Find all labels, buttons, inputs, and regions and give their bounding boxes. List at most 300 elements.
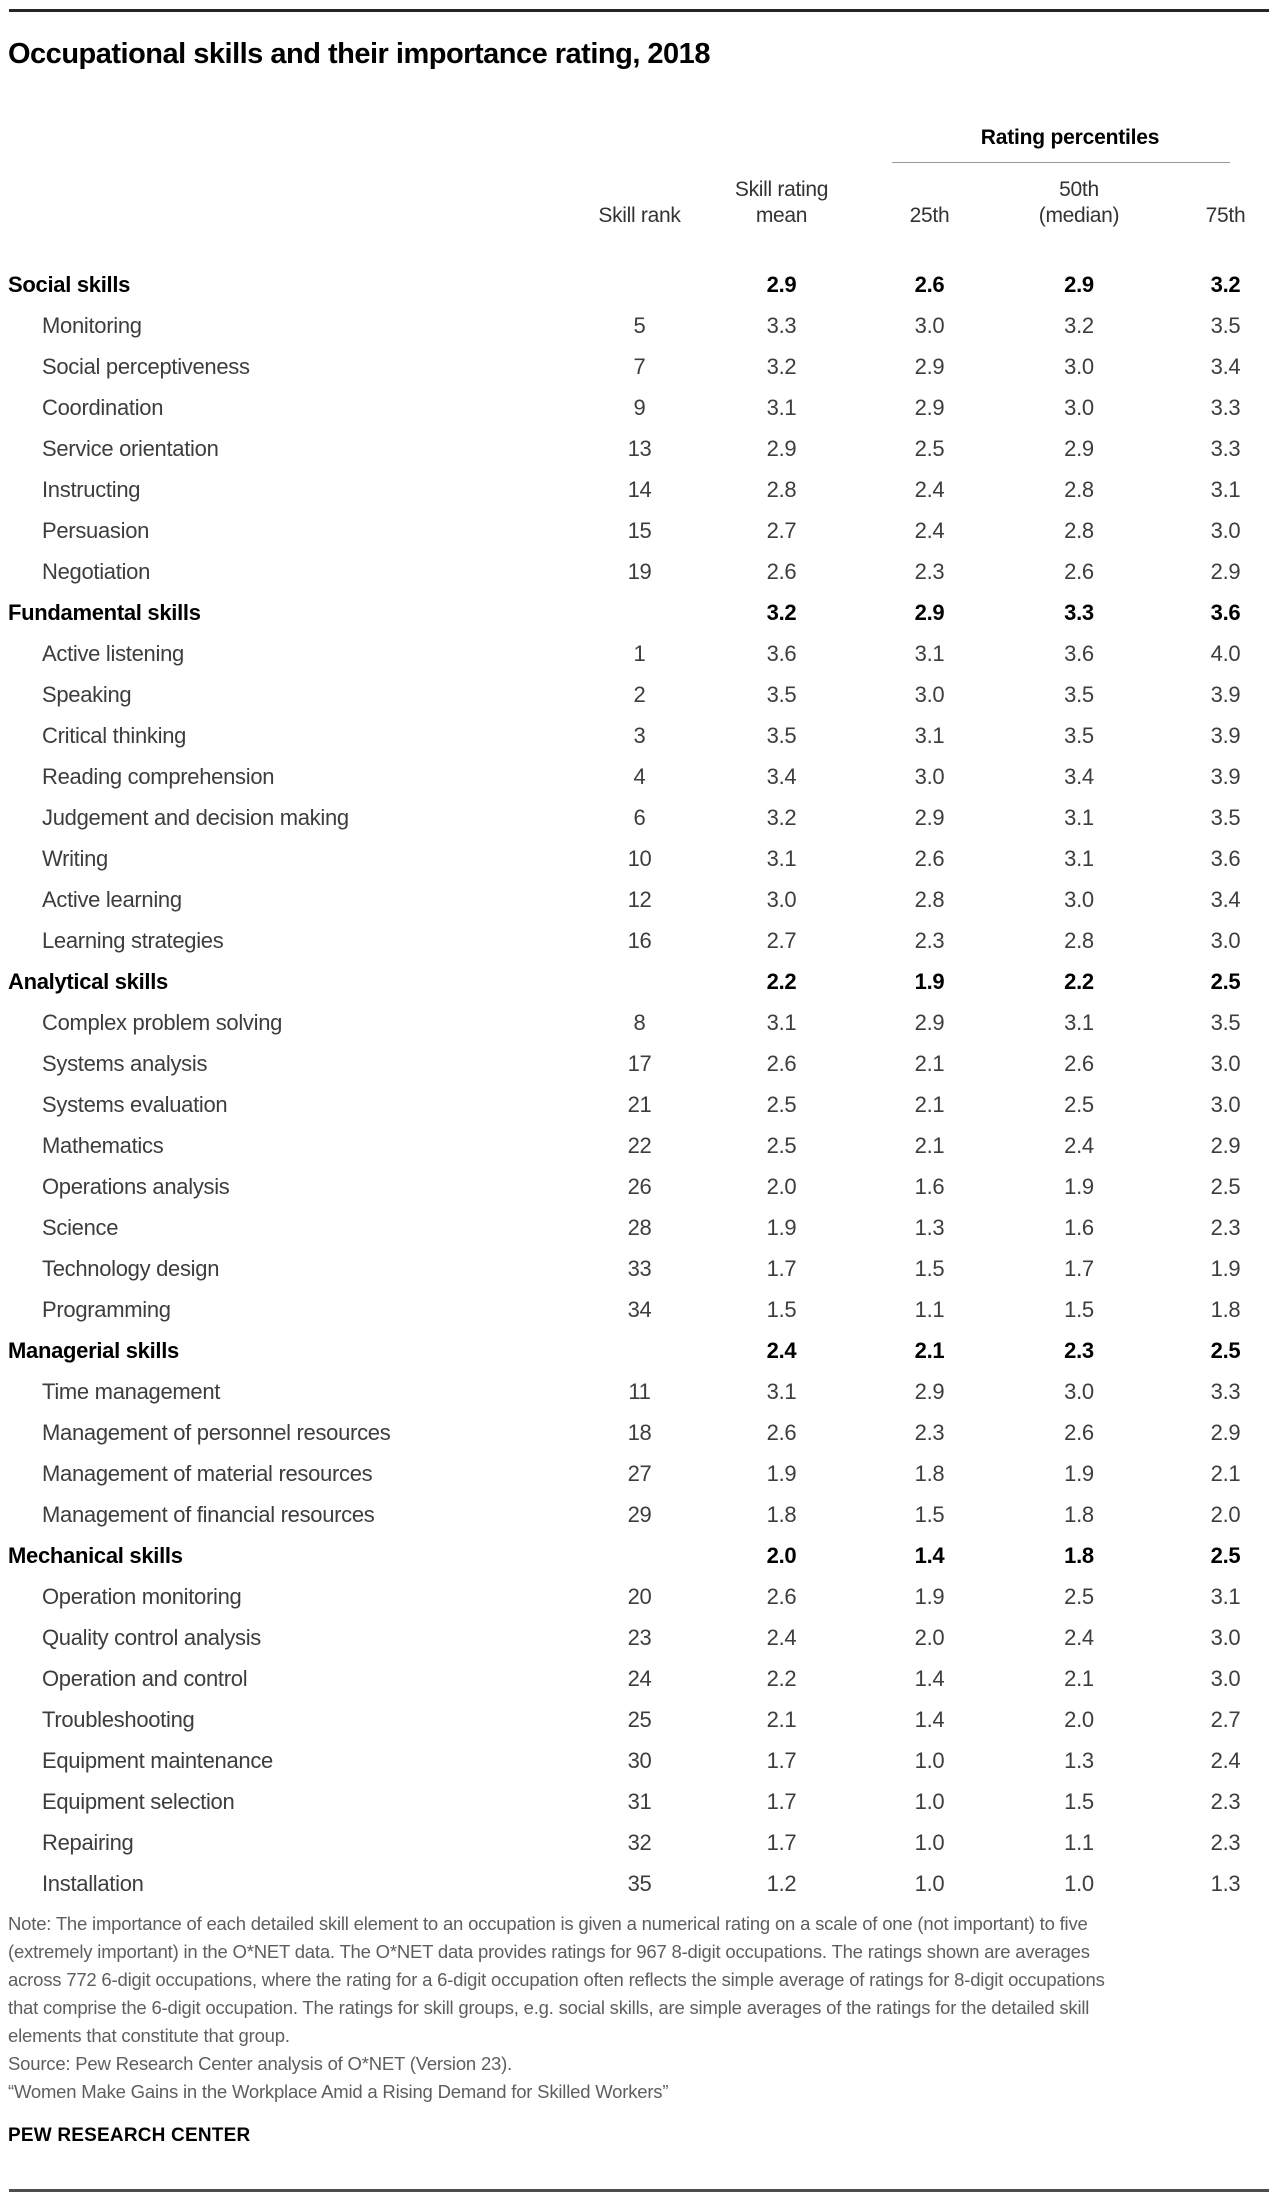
value-rank: 5: [633, 312, 646, 338]
value-rank: 3: [633, 722, 646, 748]
skill-name: Management of material resources: [42, 1460, 373, 1486]
value-p75: 2.9: [1210, 1419, 1241, 1445]
skill-name: Analytical skills: [8, 968, 168, 994]
value-p50: 1.5: [1064, 1788, 1094, 1814]
value-rank: 20: [627, 1583, 652, 1609]
skill-row: [0, 1207, 1278, 1248]
value-p50: 2.8: [1064, 517, 1094, 543]
value-p25: 3.0: [914, 312, 945, 338]
value-p50: 3.3: [1064, 599, 1094, 625]
value-p25: 2.6: [914, 845, 945, 871]
skill-name: Systems analysis: [42, 1050, 208, 1076]
skill-row: [0, 674, 1278, 715]
value-p75: 3.4: [1210, 353, 1241, 379]
value-rank: 10: [627, 845, 652, 871]
value-p50: 3.1: [1064, 845, 1094, 871]
value-p25: 1.9: [914, 968, 945, 994]
value-rank: 29: [627, 1501, 652, 1527]
value-p50: 1.3: [1064, 1747, 1094, 1773]
skill-name: Installation: [42, 1870, 144, 1896]
skill-group-row: [0, 264, 1278, 305]
col-header-line: 50th: [1059, 178, 1099, 201]
value-p25: 3.1: [914, 722, 945, 748]
value-rank: 9: [633, 394, 646, 420]
value-p25: 1.5: [914, 1501, 945, 1527]
value-p25: 2.3: [914, 1419, 945, 1445]
value-p50: 2.9: [1064, 271, 1094, 297]
value-mean: 1.9: [766, 1460, 797, 1486]
skill-row: [0, 1002, 1278, 1043]
skill-row: [0, 797, 1278, 838]
value-rank: 33: [627, 1255, 652, 1281]
value-p25: 2.1: [914, 1091, 945, 1117]
value-rank: 11: [628, 1378, 651, 1404]
value-p25: 2.1: [914, 1050, 945, 1076]
value-p75: 2.1: [1210, 1460, 1241, 1486]
value-p75: 3.5: [1210, 1009, 1241, 1035]
value-rank: 23: [627, 1624, 652, 1650]
value-p75: 2.3: [1210, 1829, 1241, 1855]
skill-row: [0, 1371, 1278, 1412]
value-p50: 3.5: [1064, 722, 1094, 748]
skill-name: Social skills: [8, 271, 131, 297]
skill-row: [0, 1084, 1278, 1125]
value-mean: 3.2: [766, 599, 797, 625]
skill-name: Quality control analysis: [42, 1624, 262, 1650]
value-p25: 1.0: [914, 1870, 945, 1896]
value-rank: 31: [627, 1788, 652, 1814]
skill-name: Repairing: [42, 1829, 134, 1855]
value-rank: 16: [627, 927, 652, 953]
skill-row: [0, 756, 1278, 797]
skill-row: [0, 1453, 1278, 1494]
value-mean: 2.2: [766, 968, 797, 994]
col-header-25th: 25th: [909, 204, 950, 227]
value-mean: 2.1: [766, 1706, 797, 1732]
skill-group-row: [0, 1535, 1278, 1576]
value-p25: 3.0: [914, 763, 945, 789]
value-mean: 1.8: [766, 1501, 797, 1527]
note-line: (extremely important) in the O*NET data. The O*NET data provides ratings for 967 8-digit occupations. The ratings shown are averages: [8, 1941, 1090, 1962]
value-p25: 2.8: [914, 886, 945, 912]
value-mean: 2.0: [766, 1542, 797, 1568]
skill-name: Negotiation: [42, 558, 150, 584]
value-rank: 1: [633, 640, 646, 666]
col-header-line: mean: [755, 204, 808, 227]
value-p75: 2.4: [1210, 1747, 1241, 1773]
value-p50: 2.6: [1064, 1419, 1094, 1445]
skill-name: Fundamental skills: [8, 599, 201, 625]
value-p25: 1.8: [914, 1460, 945, 1486]
value-p50: 1.9: [1064, 1460, 1094, 1486]
value-p50: 3.0: [1064, 886, 1094, 912]
value-mean: 2.9: [766, 271, 797, 297]
skill-name: Writing: [42, 845, 108, 871]
value-p75: 3.3: [1210, 1378, 1241, 1404]
skill-row: [0, 838, 1278, 879]
header-spacer-cell: [0, 117, 854, 163]
value-rank: 13: [627, 435, 652, 461]
value-mean: 3.5: [766, 722, 797, 748]
value-rank: [570, 264, 709, 305]
skill-row: [0, 1043, 1278, 1084]
value-p50: 2.5: [1064, 1583, 1094, 1609]
skill-row: [0, 510, 1278, 551]
skill-group-row: [0, 1330, 1278, 1371]
skill-name: Instructing: [42, 476, 141, 502]
value-p25: 1.0: [914, 1747, 945, 1773]
value-p75: 3.3: [1210, 435, 1241, 461]
skill-row: [0, 1617, 1278, 1658]
value-p75: 3.5: [1210, 312, 1241, 338]
value-p50: 1.8: [1064, 1542, 1094, 1568]
value-p50: 1.0: [1064, 1870, 1094, 1896]
skill-name: Service orientation: [42, 435, 219, 461]
skill-name: Management of financial resources: [42, 1501, 375, 1527]
value-rank: 21: [627, 1091, 652, 1117]
value-mean: 2.7: [766, 927, 797, 953]
value-rank: 8: [633, 1009, 646, 1035]
value-p75: 2.9: [1210, 558, 1241, 584]
value-rank: 28: [627, 1214, 652, 1240]
value-p25: 1.4: [914, 1706, 945, 1732]
value-p25: 1.6: [914, 1173, 945, 1199]
skill-name: Active listening: [42, 640, 184, 666]
value-mean: 3.2: [766, 804, 797, 830]
value-p50: 1.6: [1064, 1214, 1094, 1240]
value-p25: 2.9: [914, 804, 945, 830]
value-p25: 1.0: [914, 1829, 945, 1855]
skill-row: [0, 715, 1278, 756]
column-group-header: Rating percentiles: [892, 126, 1230, 163]
col-header-line: Skill rating: [734, 178, 829, 201]
col-header-skill-rating-mean: [709, 163, 854, 239]
value-p25: 1.0: [914, 1788, 945, 1814]
value-mean: 3.1: [766, 1009, 797, 1035]
col-header-skill: [0, 163, 570, 239]
skill-name: Management of personnel resources: [42, 1419, 391, 1445]
value-p75: 2.9: [1210, 1132, 1241, 1158]
value-p25: 1.5: [914, 1255, 945, 1281]
value-p50: 1.1: [1064, 1829, 1094, 1855]
value-p50: 3.0: [1064, 1378, 1094, 1404]
skill-row: [0, 346, 1278, 387]
skill-name: Time management: [42, 1378, 221, 1404]
value-p25: 2.4: [914, 476, 945, 502]
page-title: Occupational skills and their importance rating, 2018: [8, 38, 710, 70]
value-p25: 2.1: [914, 1337, 945, 1363]
value-rank: 2: [633, 681, 646, 707]
skill-row: [0, 551, 1278, 592]
value-p75: 3.0: [1210, 927, 1241, 953]
skill-row: [0, 387, 1278, 428]
col-header-skill-rank: Skill rank: [598, 204, 681, 227]
value-p25: 3.1: [914, 640, 945, 666]
value-mean: 3.4: [766, 763, 797, 789]
footnote-block: [8, 1910, 1270, 2106]
value-rank: 19: [627, 558, 652, 584]
value-p75: 3.0: [1210, 517, 1241, 543]
skill-name: Troubleshooting: [42, 1706, 195, 1732]
skill-row: [0, 1289, 1278, 1330]
value-mean: 2.4: [766, 1624, 797, 1650]
value-p25: 2.9: [914, 599, 945, 625]
value-rank: 6: [633, 804, 646, 830]
skill-name: Operation and control: [42, 1665, 248, 1691]
skill-group-row: [0, 961, 1278, 1002]
value-p50: 1.7: [1064, 1255, 1094, 1281]
note-line: elements that constitute that group.: [8, 2025, 290, 2046]
skill-row: [0, 1822, 1278, 1863]
value-mean: 2.6: [766, 558, 797, 584]
value-p25: 1.1: [914, 1296, 945, 1322]
value-mean: 2.7: [766, 517, 797, 543]
note-line: that comprise the 6-digit occupation. The ratings for skill groups, e.g. social skills, are simple averages of the ratings for the detailed skill: [8, 1997, 1090, 2018]
value-p75: 3.0: [1210, 1624, 1241, 1650]
value-p50: 3.2: [1064, 312, 1094, 338]
source-line: Source: Pew Research Center analysis of O*NET (Version 23).: [8, 2053, 513, 2074]
value-p25: 2.0: [914, 1624, 945, 1650]
skill-row: [0, 1658, 1278, 1699]
value-p25: 2.6: [914, 271, 945, 297]
value-mean: 3.6: [766, 640, 797, 666]
value-rank: 7: [633, 353, 646, 379]
value-mean: 3.1: [766, 1378, 797, 1404]
value-rank: 12: [627, 886, 652, 912]
value-rank: 18: [627, 1419, 652, 1445]
skill-row: [0, 633, 1278, 674]
value-mean: 1.7: [766, 1788, 797, 1814]
percentiles-group-header-row: [0, 117, 1278, 163]
column-header-row: [0, 163, 1278, 239]
value-p50: 2.8: [1064, 476, 1094, 502]
skill-group-row: [0, 592, 1278, 633]
value-mean: 2.0: [766, 1173, 797, 1199]
value-p50: 2.1: [1064, 1665, 1094, 1691]
value-p25: 2.5: [914, 435, 945, 461]
value-p25: 1.4: [914, 1542, 945, 1568]
value-rank: [570, 592, 709, 633]
skill-name: Social perceptiveness: [42, 353, 250, 379]
value-p75: 2.5: [1210, 1337, 1241, 1363]
value-p75: 1.9: [1210, 1255, 1241, 1281]
skill-row: [0, 920, 1278, 961]
value-rank: 25: [627, 1706, 652, 1732]
value-p25: 2.1: [914, 1132, 945, 1158]
value-mean: 3.0: [766, 886, 797, 912]
value-p75: 3.0: [1210, 1091, 1241, 1117]
value-mean: 3.3: [766, 312, 797, 338]
value-p25: 2.3: [914, 558, 945, 584]
skill-name: Managerial skills: [8, 1337, 179, 1363]
note-line: Note: The importance of each detailed skill element to an occupation is given a numerical rating on a scale of one (not important) to five: [8, 1913, 1088, 1934]
skill-name: Coordination: [42, 394, 164, 420]
skill-row: [0, 305, 1278, 346]
top-divider: [9, 9, 1269, 12]
value-p75: 3.6: [1210, 845, 1241, 871]
note-line: across 772 6-digit occupations, where the rating for a 6-digit occupation often reflects the simple average of ratings for 8-digit occupations: [8, 1969, 1105, 1990]
value-p75: 1.8: [1210, 1296, 1241, 1322]
value-mean: 3.1: [766, 845, 797, 871]
skill-row: [0, 1740, 1278, 1781]
value-p50: 2.8: [1064, 927, 1094, 953]
skill-row: [0, 1412, 1278, 1453]
value-rank: 27: [627, 1460, 652, 1486]
skill-row: [0, 1863, 1278, 1904]
skill-row: [0, 1248, 1278, 1289]
skill-name: Equipment maintenance: [42, 1747, 273, 1773]
col-header-line: (median): [1038, 204, 1120, 227]
value-p50: 2.4: [1064, 1624, 1094, 1650]
skill-name: Operation monitoring: [42, 1583, 242, 1609]
value-p75: 3.4: [1210, 886, 1241, 912]
value-p25: 1.4: [914, 1665, 945, 1691]
skill-name: Technology design: [42, 1255, 220, 1281]
value-p25: 2.9: [914, 1009, 945, 1035]
value-mean: 2.4: [766, 1337, 797, 1363]
value-mean: 1.5: [766, 1296, 797, 1322]
value-rank: 14: [627, 476, 652, 502]
value-mean: 2.6: [766, 1050, 797, 1076]
header-gap-cell: [0, 239, 1278, 264]
skill-name: Persuasion: [42, 517, 150, 543]
value-rank: [570, 1535, 709, 1576]
value-rank: 15: [627, 517, 652, 543]
value-p75: 3.9: [1210, 681, 1241, 707]
value-mean: 1.9: [766, 1214, 797, 1240]
value-mean: 2.5: [766, 1091, 797, 1117]
col-header-50th-median: [1005, 163, 1153, 239]
skill-name: Judgement and decision making: [42, 804, 349, 830]
value-p75: 2.5: [1210, 1173, 1241, 1199]
value-mean: 1.7: [766, 1255, 797, 1281]
value-p50: 2.6: [1064, 1050, 1094, 1076]
value-p50: 2.2: [1064, 968, 1094, 994]
value-p25: 2.9: [914, 353, 945, 379]
value-p75: 3.1: [1210, 476, 1241, 502]
value-p75: 3.0: [1210, 1665, 1241, 1691]
value-p75: 3.1: [1210, 1583, 1241, 1609]
value-mean: 1.7: [766, 1747, 797, 1773]
skill-name: Active learning: [42, 886, 182, 912]
value-p50: 2.5: [1064, 1091, 1094, 1117]
value-p50: 3.1: [1064, 1009, 1094, 1035]
value-rank: 26: [627, 1173, 652, 1199]
value-p75: 2.3: [1210, 1788, 1241, 1814]
value-p50: 3.0: [1064, 353, 1094, 379]
skill-row: [0, 1576, 1278, 1617]
skill-name: Learning strategies: [42, 927, 224, 953]
value-p50: 1.8: [1064, 1501, 1094, 1527]
value-p50: 3.1: [1064, 804, 1094, 830]
value-p25: 3.0: [914, 681, 945, 707]
value-p75: 3.2: [1210, 271, 1241, 297]
value-p75: 3.5: [1210, 804, 1241, 830]
value-p25: 2.9: [914, 1378, 945, 1404]
skill-name: Mathematics: [42, 1132, 164, 1158]
value-p75: 2.0: [1210, 1501, 1241, 1527]
skill-name: Critical thinking: [42, 722, 187, 748]
skill-name: Programming: [42, 1296, 171, 1322]
report-title-quote: “Women Make Gains in the Workplace Amid a Rising Demand for Skilled Workers”: [8, 2081, 669, 2102]
value-mean: 1.7: [766, 1829, 797, 1855]
value-rank: 17: [627, 1050, 652, 1076]
value-mean: 3.1: [766, 394, 797, 420]
skill-name: Operations analysis: [42, 1173, 230, 1199]
value-p50: 2.3: [1064, 1337, 1094, 1363]
skill-name: Mechanical skills: [8, 1542, 183, 1568]
value-p50: 2.9: [1064, 435, 1094, 461]
value-p50: 2.4: [1064, 1132, 1094, 1158]
value-mean: 3.5: [766, 681, 797, 707]
value-p75: 3.0: [1210, 1050, 1241, 1076]
value-p75: 2.3: [1210, 1214, 1241, 1240]
skill-name: Monitoring: [42, 312, 142, 338]
value-p25: 1.3: [914, 1214, 945, 1240]
value-mean: 2.6: [766, 1583, 797, 1609]
skill-name: Speaking: [42, 681, 132, 707]
value-mean: 2.8: [766, 476, 797, 502]
skill-row: [0, 1125, 1278, 1166]
value-p75: 1.3: [1210, 1870, 1241, 1896]
value-rank: 34: [627, 1296, 652, 1322]
value-mean: 2.5: [766, 1132, 797, 1158]
skill-name: Science: [42, 1214, 119, 1240]
skill-row: [0, 1781, 1278, 1822]
value-rank: 35: [627, 1870, 652, 1896]
skill-row: [0, 469, 1278, 510]
value-p75: 3.9: [1210, 722, 1241, 748]
skills-table: [0, 117, 1278, 1904]
value-rank: 22: [627, 1132, 652, 1158]
value-mean: 2.9: [766, 435, 797, 461]
value-mean: 2.2: [766, 1665, 797, 1691]
value-mean: 2.6: [766, 1419, 797, 1445]
value-p50: 3.0: [1064, 394, 1094, 420]
value-p50: 1.5: [1064, 1296, 1094, 1322]
header-gap-row: [0, 239, 1278, 264]
skill-name: Systems evaluation: [42, 1091, 228, 1117]
value-p75: 3.3: [1210, 394, 1241, 420]
value-p75: 4.0: [1210, 640, 1241, 666]
brand-wordmark: PEW RESEARCH CENTER: [8, 2125, 251, 2146]
skill-name: Equipment selection: [42, 1788, 235, 1814]
value-p25: 2.3: [914, 927, 945, 953]
value-rank: 30: [627, 1747, 652, 1773]
value-p75: 2.5: [1210, 1542, 1241, 1568]
value-p75: 2.7: [1210, 1706, 1241, 1732]
value-p50: 1.9: [1064, 1173, 1094, 1199]
value-rank: 4: [633, 763, 646, 789]
value-p50: 3.5: [1064, 681, 1094, 707]
skill-name: Complex problem solving: [42, 1009, 283, 1035]
skill-row: [0, 1699, 1278, 1740]
value-rank: 24: [627, 1665, 652, 1691]
value-p75: 3.9: [1210, 763, 1241, 789]
value-p50: 3.4: [1064, 763, 1094, 789]
skill-row: [0, 428, 1278, 469]
value-rank: [570, 961, 709, 1002]
value-p50: 2.0: [1064, 1706, 1094, 1732]
skill-row: [0, 1166, 1278, 1207]
value-p50: 2.6: [1064, 558, 1094, 584]
value-mean: 1.2: [766, 1870, 797, 1896]
note-text: [8, 1910, 1270, 2050]
skill-row: [0, 879, 1278, 920]
value-p50: 3.6: [1064, 640, 1094, 666]
value-p25: 2.9: [914, 394, 945, 420]
value-rank: 32: [627, 1829, 652, 1855]
